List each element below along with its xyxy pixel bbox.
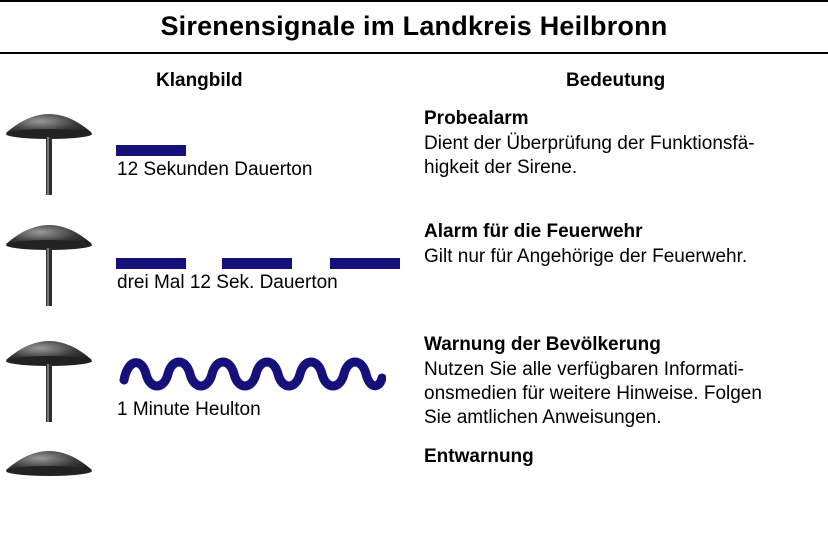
pattern-label: 12 Sekunden Dauerton	[117, 159, 313, 180]
column-header-bedeutung: Bedeutung	[566, 70, 666, 91]
meaning-title: Warnung der Bevölkerung	[424, 334, 661, 355]
meaning-text: onsmedien für weitere Hinweise. Folgen	[424, 383, 762, 404]
siren-icon	[4, 440, 94, 535]
siren-icon	[4, 103, 94, 198]
title-bar	[0, 0, 828, 54]
heulton-pattern	[116, 352, 386, 401]
tone-dash	[330, 258, 400, 269]
meaning-title: Probealarm	[424, 108, 529, 129]
siren-icon	[4, 214, 94, 309]
meaning-text: Sie amtlichen Anweisungen.	[424, 407, 662, 428]
siren-icon	[4, 330, 94, 425]
pattern-label: drei Mal 12 Sek. Dauerton	[117, 272, 338, 293]
meaning-text: Gilt nur für Angehörige der Feuerwehr.	[424, 246, 748, 267]
pattern-label: 1 Minute Heulton	[117, 399, 261, 420]
meaning-title: Alarm für die Feuerwehr	[424, 221, 643, 242]
meaning-text: higkeit der Sirene.	[424, 157, 578, 178]
page-title: Sirenensignale im Landkreis Heilbronn	[160, 11, 668, 41]
meaning-text: Nutzen Sie alle verfügbaren Informati-	[424, 359, 744, 380]
tone-dash	[116, 258, 186, 269]
meaning-text: Dient der Überprüfung der Funktionsfä-	[424, 133, 755, 154]
tone-dash	[116, 145, 186, 156]
tone-dash	[222, 258, 292, 269]
meaning-title: Entwarnung	[424, 446, 534, 467]
column-header-klangbild: Klangbild	[156, 70, 243, 91]
